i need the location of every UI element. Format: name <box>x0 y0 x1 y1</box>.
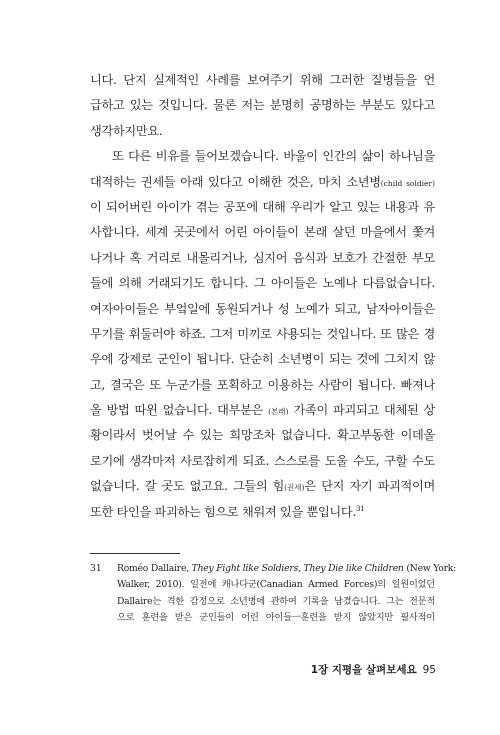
body-line: 여자아이들은 부엌일에 동원되거나 성 노예가 되고, 남자아이들은 <box>90 301 435 316</box>
body-line-text: 또한 타인을 파괴하는 힘으로 채워져 있을 뿐입니다. <box>90 504 356 519</box>
body-line: 이 되어버린 아이가 겪는 공포에 대해 우리가 알고 있는 내용과 유 <box>90 199 435 214</box>
footnote-line <box>90 594 435 610</box>
footnote-book-title: They Fight like Soldiers, They Die like Children <box>191 563 404 574</box>
footnote-line <box>90 610 435 626</box>
body-line: 무기를 휘둘러야 하죠. 그저 미끼로 사용되는 것입니다. 또 많은 경 <box>90 326 435 341</box>
body-text <box>90 68 435 525</box>
footnote-text: 으로 훈련을 받은 군인들이 어린 아이들ㅡ훈련을 받지 않았지만 필사적이 <box>117 611 435 623</box>
footnote-divider <box>90 553 180 554</box>
footnote-citation <box>117 561 457 577</box>
body-line-text: 대적하는 권세들 아래 있다고 이해한 것은, 마치 소년병 <box>90 174 381 189</box>
footnote <box>90 561 457 626</box>
body-line <box>90 474 435 499</box>
body-line <box>90 500 435 525</box>
body-line: 니다. 단지 실제적인 사례를 보여주기 위해 그러한 질병들을 언 <box>90 73 435 87</box>
footnote-text: Walker, 2010). 일전에 캐나다군(Canadian Armed Forces)의 일원이었던 <box>117 579 435 591</box>
body-line <box>90 398 435 423</box>
body-line: 또 다른 비유를 들어보겠습니다. 바울이 인간의 삶이 하나님을 <box>112 149 435 164</box>
body-line-text: 올 방법 따윈 없습니다. 대부분은 <box>90 403 264 418</box>
body-line: 우에 강제로 군인이 됩니다. 단순히 소년병이 되는 것에 그치지 않 <box>90 352 435 367</box>
body-line: 사합니다. 세계 곳곳에서 어린 아이들이 본래 살던 마을에서 쫓겨 <box>90 225 435 240</box>
footnote-text: Dallaire는 격한 감정으로 소년병에 관하여 기록을 남겼습니다. 그는 전문적 <box>117 595 435 607</box>
body-line-text: 은 단지 자기 파괴적이며 <box>304 479 435 494</box>
body-line: 들에 의해 거래되기도 합니다. 그 아이들은 노예나 다름없습니다. <box>90 276 435 291</box>
page-number: 95 <box>422 664 436 676</box>
body-line-text: 없습니다. 갈 곳도 없고요. 그들의 힘 <box>90 479 285 494</box>
body-line: 생각하지만요. <box>90 123 163 138</box>
footnote-line <box>90 561 457 577</box>
footnote-publisher: (New York: <box>403 563 457 574</box>
chapter-title: 1장 지평을 살펴보세요 <box>310 664 417 676</box>
running-footer <box>311 662 436 677</box>
gloss-child-soldier: (child soldier) <box>380 178 435 188</box>
gloss-bonrae: (본래) <box>268 407 289 417</box>
footnote-reference[interactable]: 31 <box>355 504 365 513</box>
body-line: 급하고 있는 것입니다. 물론 저는 분명히 공명하는 부분도 있다고 <box>90 98 435 113</box>
body-line-text: 가족이 파괴되고 대체된 상 <box>288 403 435 418</box>
body-line: 고, 결국은 또 누군가를 포획하고 이용하는 사람이 됩니다. 빠져나 <box>90 377 435 392</box>
body-line: 로기에 생각마저 사로잡히게 되죠. 스스로를 도울 수도, 구할 수도 <box>90 453 435 468</box>
footnote-line <box>90 577 435 593</box>
body-line <box>90 170 435 195</box>
body-line: 나거나 혹 거리로 내몰리거나, 심지어 음식과 보호가 간절한 부모 <box>90 250 435 265</box>
gloss-gwonse: (권세) <box>284 483 305 493</box>
footnote-number: 31 <box>90 563 102 574</box>
body-line: 황이라서 벗어날 수 있는 희망조차 없습니다. 확고부동한 이데올 <box>90 428 435 443</box>
footnote-author: Roméo Dallaire, <box>117 563 192 574</box>
